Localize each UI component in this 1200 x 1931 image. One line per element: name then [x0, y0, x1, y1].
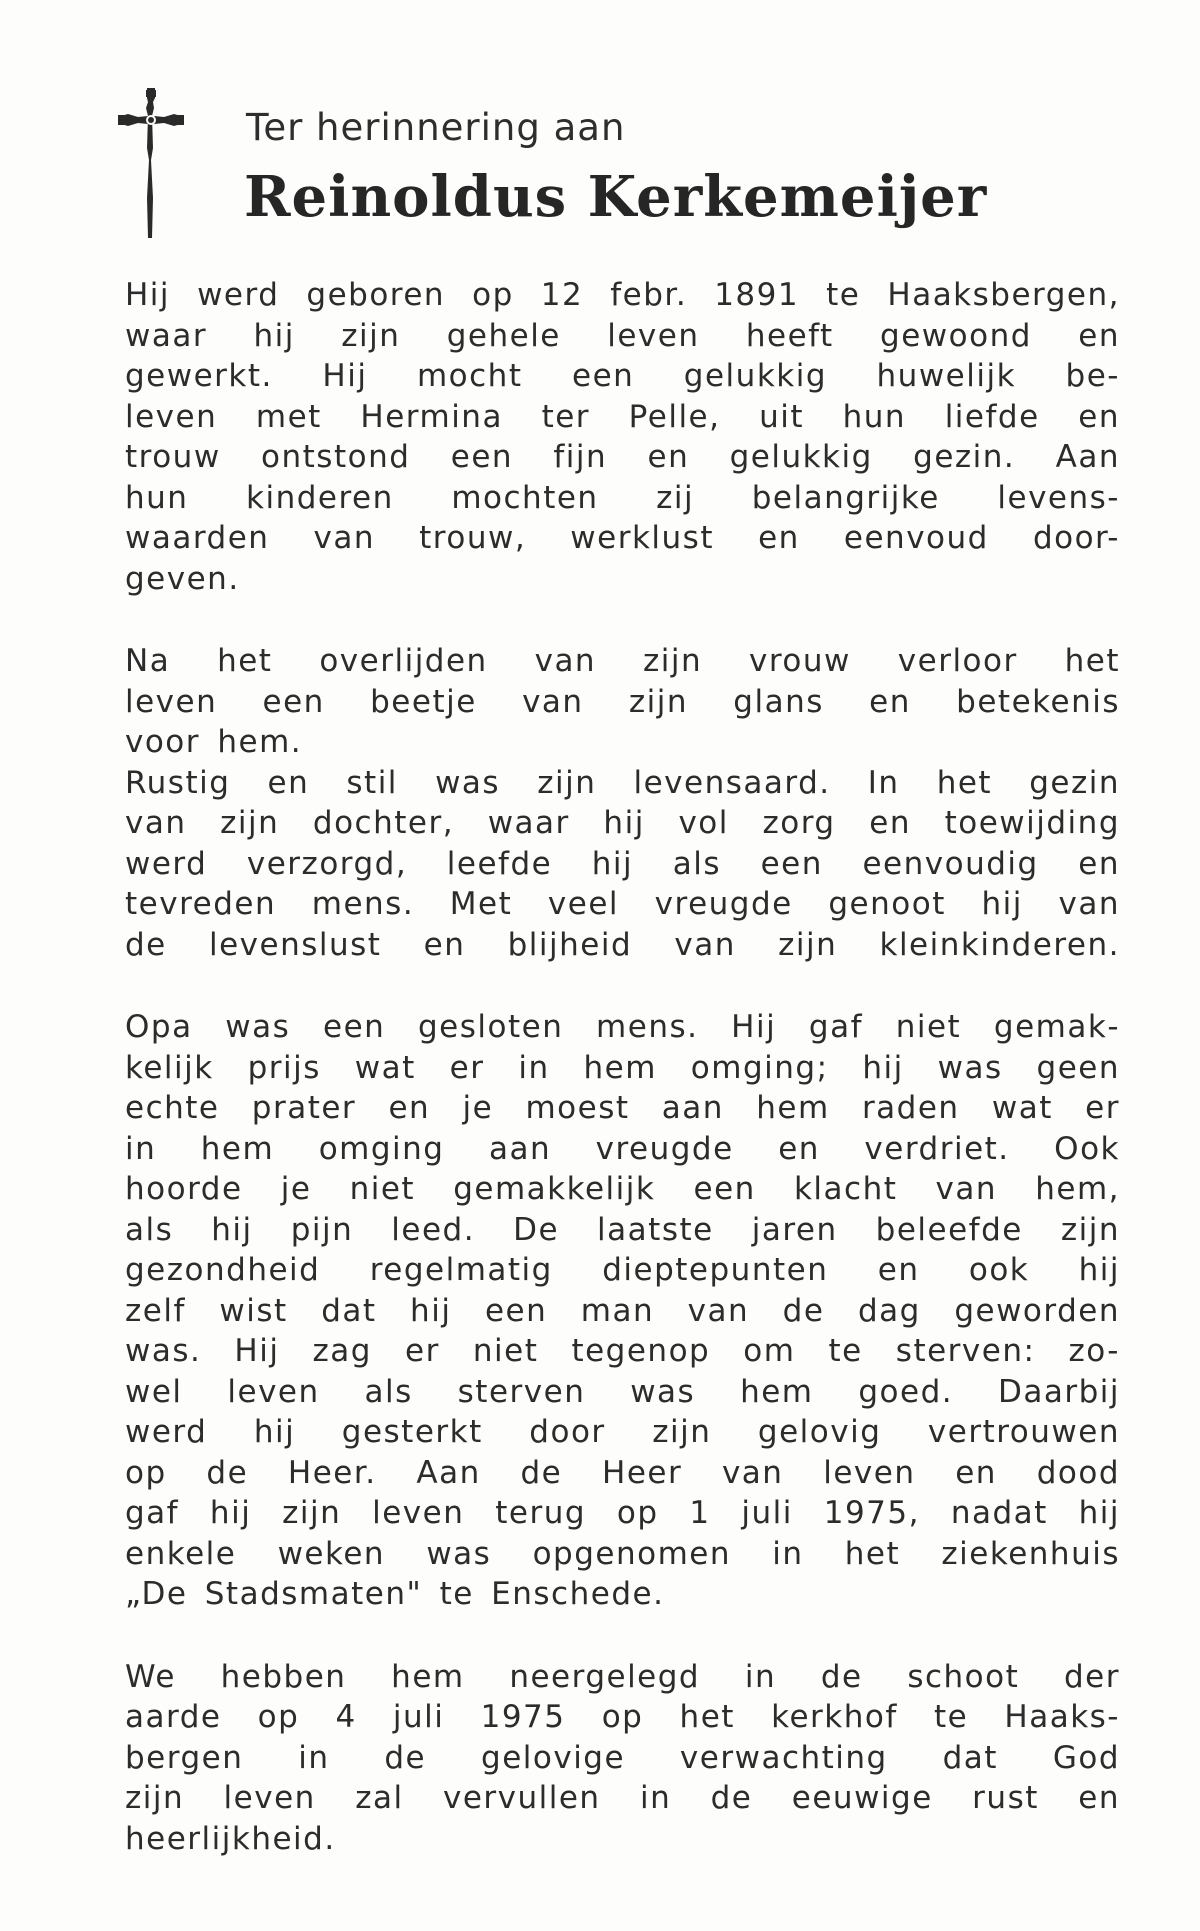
- text-line: was. Hij zag er niet tegenop om te sterven: zo-: [125, 1333, 1120, 1369]
- text-line: zelf wist dat hij een man van de dag geworden: [125, 1292, 1120, 1329]
- text-line: werd hij gesterkt door zijn gelovig vertrouwen: [125, 1414, 1120, 1450]
- text-line: echte prater en je moest aan hem raden wat er: [125, 1090, 1120, 1126]
- text-line: in hem omging aan vreugde en verdriet. Ook: [125, 1130, 1120, 1167]
- deceased-name: Reinoldus Kerkemeijer: [244, 164, 988, 230]
- text-line: wel leven als sterven was hem goed. Daarbij: [125, 1373, 1120, 1410]
- text-line: als hij pijn leed. De laatste jaren beleefde zijn: [125, 1211, 1120, 1248]
- text-line: van zijn dochter, waar hij vol zorg en toewijding: [125, 805, 1120, 841]
- text-line: waar hij zijn gehele leven heeft gewoond en: [125, 317, 1120, 354]
- text-line: werd verzorgd, leefde hij als een eenvoudig en: [125, 845, 1120, 882]
- text-line: enkele weken was opgenomen in het ziekenhuis: [125, 1535, 1120, 1572]
- card-header: [118, 88, 1018, 238]
- text-line: hun kinderen mochten zij belangrijke levens-: [125, 479, 1120, 516]
- text-line: gaf hij zijn leven terug op 1 juli 1975, nadat hij: [125, 1495, 1120, 1531]
- text-line: We hebben hem neergelegd in de schoot der: [125, 1658, 1120, 1695]
- text-line: Na het overlijden van zijn vrouw verloor het: [125, 643, 1120, 679]
- text-line: kelijk prijs wat er in hem omging; hij was geen: [125, 1049, 1120, 1086]
- paragraph-burial: [125, 1657, 1120, 1860]
- paragraph-birth-life: [125, 275, 1120, 599]
- text-line: Hij werd geboren op 12 febr. 1891 te Haaksbergen,: [125, 277, 1120, 313]
- text-line: Rustig en stil was zijn levensaard. In het gezin: [125, 764, 1120, 801]
- text-line: zijn leven zal vervullen in de eeuwige rust en: [125, 1780, 1120, 1816]
- text-line: bergen in de gelovige verwachting dat God: [125, 1739, 1120, 1776]
- text-line: aarde op 4 juli 1975 op het kerkhof te Haaks-: [125, 1699, 1120, 1735]
- text-line: trouw ontstond een fijn en gelukkig gezin. Aan: [125, 439, 1120, 475]
- text-line: leven een beetje van zijn glans en betekenis: [125, 683, 1120, 720]
- paragraph-character: [125, 763, 1120, 966]
- text-line: „De Stadsmaten" te Enschede.: [125, 1576, 665, 1612]
- text-line: gezondheid regelmatig dieptepunten en ook hij: [125, 1252, 1120, 1288]
- paragraph-widowhood: [125, 641, 1120, 763]
- text-line: waarden van trouw, werklust en eenvoud door-: [125, 520, 1120, 556]
- subtitle-text: Ter herinnering aan: [246, 106, 626, 149]
- text-line: hoorde je niet gemakkelijk een klacht van hem,: [125, 1171, 1120, 1207]
- text-line: gewerkt. Hij mocht een gelukkig huwelijk be-: [125, 358, 1120, 394]
- paragraph-final-years: [125, 1007, 1120, 1615]
- text-line: tevreden mens. Met veel vreugde genoot hij van: [125, 886, 1120, 922]
- text-line: op de Heer. Aan de Heer van leven en dood: [125, 1454, 1120, 1491]
- text-line: heerlijkheid.: [125, 1820, 336, 1857]
- text-line: Opa was een gesloten mens. Hij gaf niet gemak-: [125, 1009, 1120, 1045]
- text-line: de levenslust en blijheid van zijn kleinkinderen.: [125, 926, 1120, 963]
- text-line: voor hem.: [125, 724, 303, 760]
- latin-cross-icon: [118, 88, 184, 238]
- text-line: leven met Hermina ter Pelle, uit hun liefde en: [125, 398, 1120, 435]
- card-body: [125, 275, 1120, 1901]
- text-line: geven.: [125, 560, 240, 597]
